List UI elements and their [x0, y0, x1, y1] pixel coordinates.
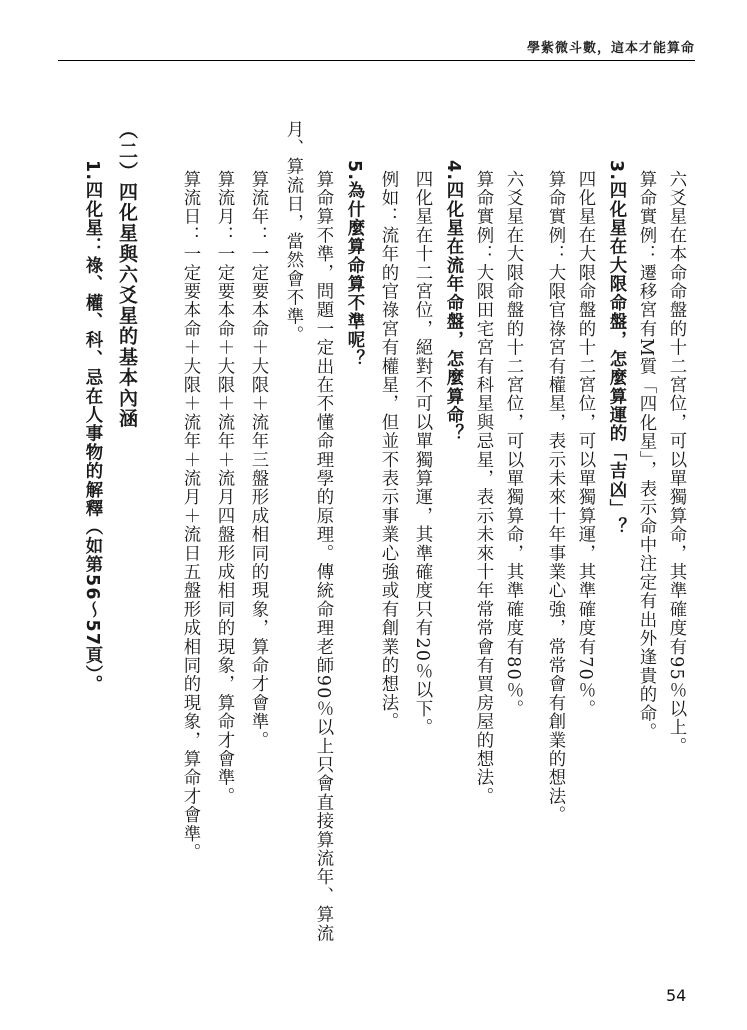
running-header: 學紫微斗數，這本才能算命 [526, 41, 695, 56]
text-column-5: 算命實例：大限官祿宮有權星，表示未來十年事業心強，常常會有創業的想法。 [545, 170, 565, 825]
text-column-15: 算流月：一定要本命＋大限＋流年＋流月四盤形成相同的現象，算命才會準。 [214, 170, 234, 806]
text-column-6: 六爻星在大限命盤的十二宮位，可以單獨算命，其準確度有80％。 [503, 170, 523, 719]
text-column-9: 四化星在十二宮位，絕對不可以單獨算運，其準確度只有20％以下。 [412, 170, 432, 738]
text-column-12: 算命算不準，問題一定出在不懂命理學的原理。傳統命理老師90％以上只會直接算流年、算流 [313, 170, 333, 943]
section-heading-3: 3.四化星在大限命盤，怎麼算運的「吉凶」？ [606, 160, 626, 537]
chapter-heading: （二）四化星與六爻星的基本內涵 [116, 120, 138, 429]
section-heading-4: 4.四化星在流年命盤，怎麼算命？ [443, 160, 463, 444]
text-column-13: 月、算流日，當然會不準。 [283, 120, 303, 345]
section-heading-1: 1.四化星：祿、權、科、忌在人事物的解釋（如第56～57頁）。 [82, 160, 102, 694]
section-heading-5: 5.為什麼算命算不準呢？ [344, 160, 364, 369]
text-column-1: 六爻星在本命命盤的十二宮位，可以單獨算命，其準確度有95％以上。 [666, 170, 686, 756]
text-column-7: 算命實例：大限田宅宮有科星與忌星，表示未來十年常常會有買房屋的想法。 [473, 170, 493, 806]
header-divider [58, 60, 695, 61]
text-column-4: 四化星在大限命盤的十二宮位，可以單獨算運，其準確度有70％。 [575, 170, 595, 719]
text-column-16: 算流日：一定要本命＋大限＋流年＋流月＋流日五盤形成相同的現象，算命才會準。 [180, 170, 200, 862]
page-number: 54 [666, 986, 687, 1005]
text-column-14: 算流年：一定要本命＋大限＋流年三盤形成相同的現象，算命才會準。 [248, 170, 268, 750]
text-column-10: 例如：流年的官祿宮有權星，但並不表示事業心強或有創業的想法。 [378, 170, 398, 731]
text-column-2: 算命實例：遷移宮有M質「四化星」，表示命中注定有出外逢貴的命。 [636, 170, 656, 742]
